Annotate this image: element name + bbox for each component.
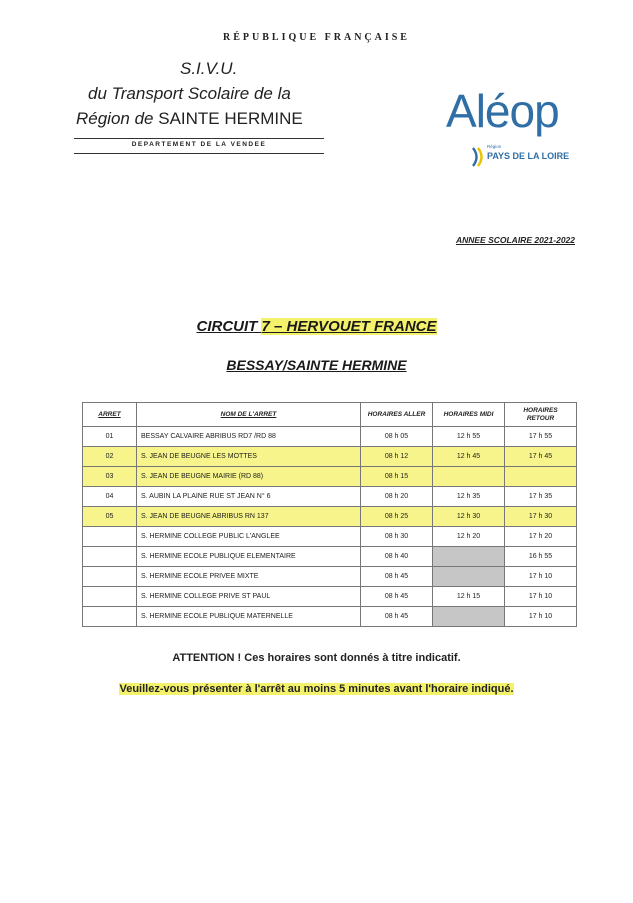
cell-arret: 03: [83, 467, 137, 487]
cell-nom: S. HERMINE ECOLE PUBLIQUE MATERNELLE: [137, 607, 361, 627]
header-nom: NOM DE L'ARRET: [137, 403, 361, 427]
cell-nom: S. HERMINE COLLEGE PRIVE ST PAUL: [137, 587, 361, 607]
cell-arret: [83, 567, 137, 587]
cell-arret: 02: [83, 447, 137, 467]
header-arret: ARRET: [83, 403, 137, 427]
cell-arret: 05: [83, 507, 137, 527]
region-name: PAYS DE LA LOIRE: [487, 151, 570, 161]
cell-aller: 08 h 45: [361, 587, 433, 607]
cell-arret: [83, 547, 137, 567]
schedule-table: [82, 402, 577, 627]
cell-retour: 17 h 20: [505, 527, 577, 547]
cell-retour: [505, 467, 577, 487]
header-aller: HORAIRES ALLER: [361, 403, 433, 427]
cell-aller: 08 h 40: [361, 547, 433, 567]
cell-aller: 08 h 45: [361, 607, 433, 627]
cell-arret: [83, 587, 137, 607]
cell-nom: S. HERMINE COLLEGE PUBLIC L'ANGLEE: [137, 527, 361, 547]
cell-midi: [433, 467, 505, 487]
cell-midi: 12 h 30: [433, 507, 505, 527]
cell-retour: 16 h 55: [505, 547, 577, 567]
table-row: [83, 567, 577, 587]
cell-aller: 08 h 45: [361, 567, 433, 587]
cell-aller: 08 h 25: [361, 507, 433, 527]
aleop-logo: [446, 82, 596, 140]
cell-retour: 17 h 35: [505, 487, 577, 507]
departement-label: DEPARTEMENT DE LA VENDEE: [131, 141, 267, 148]
table-row: [83, 547, 577, 567]
table-row: [83, 447, 577, 467]
route-title: BESSAY/SAINTE HERMINE: [226, 357, 407, 373]
cell-retour: 17 h 10: [505, 567, 577, 587]
table-row: [83, 487, 577, 507]
cell-arret: [83, 527, 137, 547]
cell-nom: S. HERMINE ECOLE PUBLIQUE ELEMENTAIRE: [137, 547, 361, 567]
circuit-name: 7 – HERVOUET FRANCE: [261, 318, 437, 335]
cell-midi: [433, 567, 505, 587]
cell-nom: S. HERMINE ECOLE PRIVEE MIXTE: [137, 567, 361, 587]
cell-arret: 01: [83, 427, 137, 447]
org-region-prefix: Région de: [76, 109, 159, 128]
cell-retour: 17 h 10: [505, 607, 577, 627]
circuit-title: [0, 318, 633, 335]
table-row: [83, 427, 577, 447]
cell-aller: 08 h 05: [361, 427, 433, 447]
cell-arret: 04: [83, 487, 137, 507]
cell-arret: [83, 607, 137, 627]
attention-notice: ATTENTION ! Ces horaires sont donnés à titre indicatif.: [172, 652, 461, 664]
region-logo-icon: [470, 146, 486, 168]
region-small-label: Région: [487, 144, 502, 149]
table-row: [83, 527, 577, 547]
republique-heading: RÉPUBLIQUE FRANÇAISE: [223, 32, 410, 43]
cell-retour: 17 h 55: [505, 427, 577, 447]
cell-midi: [433, 607, 505, 627]
divider: [74, 153, 324, 154]
divider: [74, 138, 324, 139]
cell-retour: 17 h 45: [505, 447, 577, 467]
logo-letter-p: p: [534, 85, 559, 137]
table-row: [83, 507, 577, 527]
organization-name: [40, 56, 330, 131]
header-retour: HORAIRES RETOUR: [505, 403, 577, 427]
cell-midi: 12 h 45: [433, 447, 505, 467]
cell-aller: 08 h 20: [361, 487, 433, 507]
school-year: ANNEE SCOLAIRE 2021-2022: [455, 235, 575, 245]
cell-midi: 12 h 55: [433, 427, 505, 447]
cell-midi: [433, 547, 505, 567]
org-region-name: SAINTE HERMINE: [158, 109, 303, 128]
org-subtitle: du Transport Scolaire de la: [88, 84, 291, 103]
table-header-row: [83, 403, 577, 427]
cell-aller: 08 h 15: [361, 467, 433, 487]
cell-aller: 08 h 30: [361, 527, 433, 547]
arrival-notice: [0, 683, 633, 695]
logo-letters-leo: léo: [475, 85, 535, 137]
cell-nom: S. JEAN DE BEUGNE MAIRIE (RD 88): [137, 467, 361, 487]
header-midi: HORAIRES MIDI: [433, 403, 505, 427]
org-region: [40, 106, 330, 131]
cell-nom: S. AUBIN LA PLAINE RUE ST JEAN N° 6: [137, 487, 361, 507]
cell-midi: 12 h 15: [433, 587, 505, 607]
table-row: [83, 587, 577, 607]
cell-nom: BESSAY CALVAIRE ABRIBUS RD7 /RD 88: [137, 427, 361, 447]
cell-aller: 08 h 12: [361, 447, 433, 467]
cell-midi: 12 h 35: [433, 487, 505, 507]
logo-letter-a: A: [446, 85, 476, 137]
arrival-notice-text: Veuillez-vous présenter à l'arrêt au moins 5 minutes avant l'horaire indiqué.: [119, 683, 514, 695]
cell-retour: 17 h 30: [505, 507, 577, 527]
table-row: [83, 607, 577, 627]
table-row: [83, 467, 577, 487]
cell-retour: 17 h 10: [505, 587, 577, 607]
cell-nom: S. JEAN DE BEUGNE ABRIBUS RN 137: [137, 507, 361, 527]
cell-midi: 12 h 20: [433, 527, 505, 547]
cell-nom: S. JEAN DE BEUGNE LES MOTTES: [137, 447, 361, 467]
circuit-prefix: CIRCUIT: [196, 318, 262, 335]
table-body: [83, 427, 577, 627]
org-acronym: S.I.V.U.: [180, 59, 238, 78]
